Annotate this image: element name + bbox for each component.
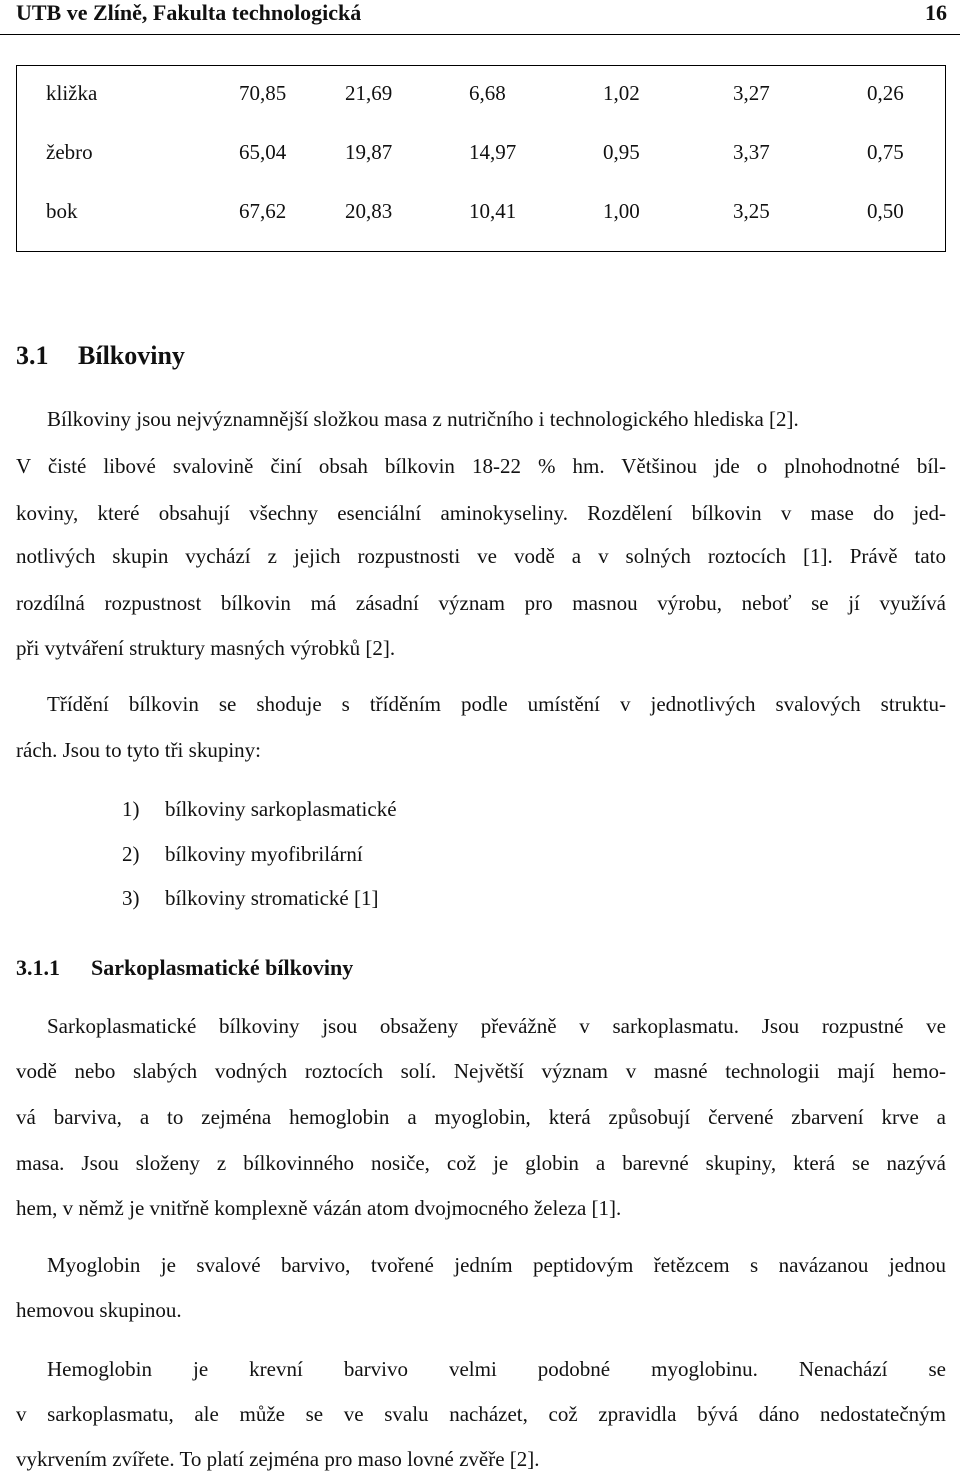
subsection-title: Sarkoplasmatické bílkoviny (91, 955, 354, 980)
table-cell: 3,27 (733, 81, 770, 105)
subsection-number: 3.1.1 (16, 955, 60, 980)
table-cell: 1,02 (603, 81, 640, 105)
table-cell: 19,87 (345, 140, 393, 164)
table-cell: 3,25 (733, 199, 770, 223)
table-cell: 21,69 (345, 81, 393, 105)
list-item (122, 795, 397, 823)
paragraph-line: notlivých skupin vychází z jejich rozpustnosti ve vodě a v solných roztocích [1]. Právě tato (16, 544, 946, 568)
page-header (0, 0, 960, 35)
table-cell: žebro (46, 140, 93, 164)
paragraph-line: hem, v němž je vnitřně komplexně vázán atom dvojmocného železa [1]. (16, 1196, 622, 1220)
table-cell: kližka (46, 81, 98, 105)
section-title: Bílkoviny (78, 341, 185, 370)
paragraph-line: Hemoglobin je krevní barvivo velmi podobné myoglobinu. Nenachází se (47, 1357, 946, 1381)
table-cell: 0,50 (867, 199, 904, 223)
paragraph-line: masa. Jsou složeny z bílkovinného nosiče, což je globin a barevné skupiny, která se nazývá (16, 1151, 946, 1175)
composition-table (16, 65, 946, 252)
paragraph-line: koviny, které obsahují všechny esenciální aminokyseliny. Rozdělení bílkovin v mase do jed- (16, 501, 946, 525)
table-cell: 70,85 (239, 81, 287, 105)
paragraph-line: rách. Jsou to tyto tři skupiny: (16, 738, 261, 762)
paragraph-line: Třídění bílkovin se shoduje s tříděním podle umístění v jednotlivých svalových struktu- (47, 692, 946, 716)
paragraph-line: vá barviva, a to zejména hemoglobin a myoglobin, která způsobují červené zbarvení krve a (16, 1105, 946, 1129)
institution-name: UTB ve Zlíně, Fakulta technologická (16, 0, 362, 25)
list-number: 1) (122, 797, 140, 821)
table-cell: 20,83 (345, 199, 393, 223)
table-cell: 14,97 (469, 140, 517, 164)
table-cell: 65,04 (239, 140, 287, 164)
paragraph-line: vodě nebo slabých vodných roztocích solí. Největší význam v masné technologii mají hemo- (16, 1059, 946, 1083)
table-cell: 0,95 (603, 140, 640, 164)
table-cell: 6,68 (469, 81, 506, 105)
paragraph-line: při vytváření struktury masných výrobků [2]. (16, 636, 396, 660)
table-cell: 0,75 (867, 140, 904, 164)
table-cell: 1,00 (603, 199, 640, 223)
table-cell: 67,62 (239, 199, 287, 223)
list-item (122, 840, 363, 868)
subsection-heading (16, 955, 353, 981)
paragraph-line: rozdílná rozpustnost bílkovin má zásadní význam pro masnou výrobu, neboť se jí využívá (16, 591, 946, 615)
page-number: 16 (925, 0, 947, 25)
list-number: 2) (122, 842, 140, 866)
paragraph-line: vykrvením zvířete. To platí zejména pro maso lovné zvěře [2]. (16, 1447, 540, 1471)
list-text: bílkoviny stromatické [1] (165, 886, 379, 910)
section-number: 3.1 (16, 341, 49, 370)
paragraph-line: Sarkoplasmatické bílkoviny jsou obsaženy převážně v sarkoplasmatu. Jsou rozpustné ve (47, 1014, 946, 1038)
paragraph-line: V čisté libové svalovině činí obsah bílkovin 18-22 % hm. Většinou jde o plnohodnotné bíl- (16, 454, 946, 478)
list-text: bílkoviny myofibrilární (165, 842, 363, 866)
list-text: bílkoviny sarkoplasmatické (165, 797, 397, 821)
table-cell: 3,37 (733, 140, 770, 164)
list-item (122, 884, 378, 912)
paragraph-line: v sarkoplasmatu, ale může se ve svalu nacházet, což zpravidla bývá dáno nedostatečným (16, 1402, 946, 1426)
section-heading (16, 341, 185, 371)
list-number: 3) (122, 886, 140, 910)
table-cell: 10,41 (469, 199, 517, 223)
paragraph-line: Bílkoviny jsou nejvýznamnější složkou masa z nutričního i technologického hlediska [2]. (47, 407, 799, 431)
paragraph-line: hemovou skupinou. (16, 1298, 182, 1322)
table-cell: bok (46, 199, 78, 223)
table-cell: 0,26 (867, 81, 904, 105)
paragraph-line: Myoglobin je svalové barvivo, tvořené jedním peptidovým řetězcem s navázanou jednou (47, 1253, 946, 1277)
